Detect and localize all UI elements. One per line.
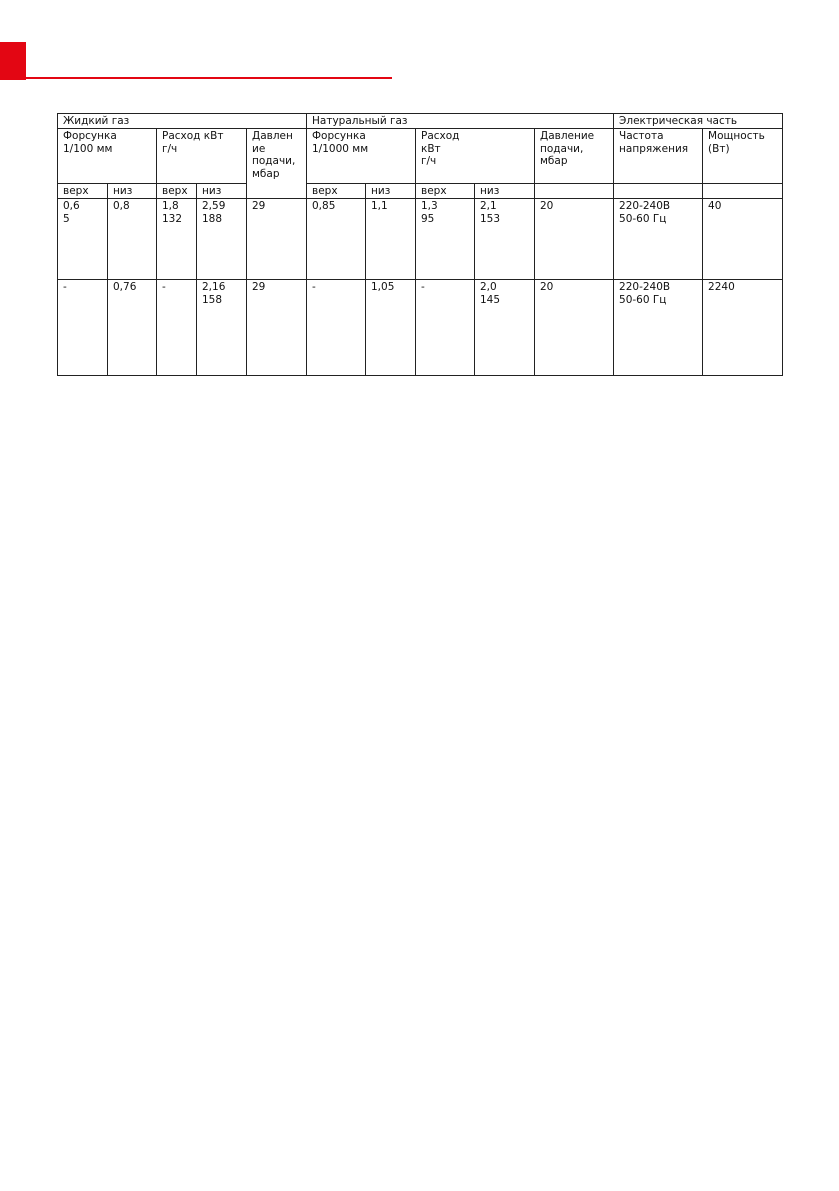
table-header-row: [58, 129, 783, 184]
cell-ng-nozzle-top: 0,85: [307, 199, 366, 280]
header-ng-nozzle: Форсунка 1/1000 мм: [307, 129, 416, 184]
cell-lpg-flow-top: -: [157, 280, 197, 376]
cell-ng-nozzle-bottom: 1,05: [366, 280, 416, 376]
table-subheader-row: [58, 184, 783, 199]
cell-lpg-nozzle-top: -: [58, 280, 108, 376]
table-group-row: [58, 114, 783, 129]
group-natural-gas: Натуральный газ: [307, 114, 614, 129]
subheader-empty: [703, 184, 783, 199]
subheader-bottom: низ: [366, 184, 416, 199]
header-power: Мощность (Вт): [703, 129, 783, 184]
cell-lpg-nozzle-top: 0,6 5: [58, 199, 108, 280]
cell-lpg-nozzle-bottom: 0,8: [108, 199, 157, 280]
group-electric: Электрическая часть: [614, 114, 783, 129]
cell-ng-flow-bottom: 2,1 153: [475, 199, 535, 280]
subheader-top: верх: [157, 184, 197, 199]
cell-ng-pressure: 20: [535, 280, 614, 376]
cell-frequency: 220-240В 50-60 Гц: [614, 199, 703, 280]
cell-ng-flow-top: -: [416, 280, 475, 376]
cell-lpg-flow-top: 1,8 132: [157, 199, 197, 280]
header-lpg-pressure: Давлен ие подачи, мбар: [247, 129, 307, 199]
cell-ng-nozzle-bottom: 1,1: [366, 199, 416, 280]
red-header-rule: [26, 77, 392, 79]
header-ng-flow: Расход кВт г/ч: [416, 129, 535, 184]
cell-power: 2240: [703, 280, 783, 376]
table-row: [58, 280, 783, 376]
gas-specification-table: [57, 113, 783, 376]
cell-lpg-flow-bottom: 2,59 188: [197, 199, 247, 280]
subheader-empty: [614, 184, 703, 199]
header-ng-pressure: Давление подачи, мбар: [535, 129, 614, 184]
cell-lpg-nozzle-bottom: 0,76: [108, 280, 157, 376]
subheader-top: верх: [307, 184, 366, 199]
cell-lpg-pressure: 29: [247, 280, 307, 376]
subheader-empty: [535, 184, 614, 199]
subheader-top: верх: [416, 184, 475, 199]
cell-lpg-pressure: 29: [247, 199, 307, 280]
red-corner-block: [0, 42, 26, 80]
subheader-bottom: низ: [475, 184, 535, 199]
cell-lpg-flow-bottom: 2,16 158: [197, 280, 247, 376]
header-frequency: Частота напряжения: [614, 129, 703, 184]
cell-ng-flow-bottom: 2,0 145: [475, 280, 535, 376]
group-lpg: Жидкий газ: [58, 114, 307, 129]
subheader-bottom: низ: [197, 184, 247, 199]
header-lpg-flow: Расход кВт г/ч: [157, 129, 247, 184]
table-row: [58, 199, 783, 280]
subheader-bottom: низ: [108, 184, 157, 199]
cell-ng-nozzle-top: -: [307, 280, 366, 376]
cell-ng-flow-top: 1,3 95: [416, 199, 475, 280]
cell-ng-pressure: 20: [535, 199, 614, 280]
header-lpg-nozzle: Форсунка 1/100 мм: [58, 129, 157, 184]
subheader-top: верх: [58, 184, 108, 199]
cell-power: 40: [703, 199, 783, 280]
cell-frequency: 220-240В 50-60 Гц: [614, 280, 703, 376]
